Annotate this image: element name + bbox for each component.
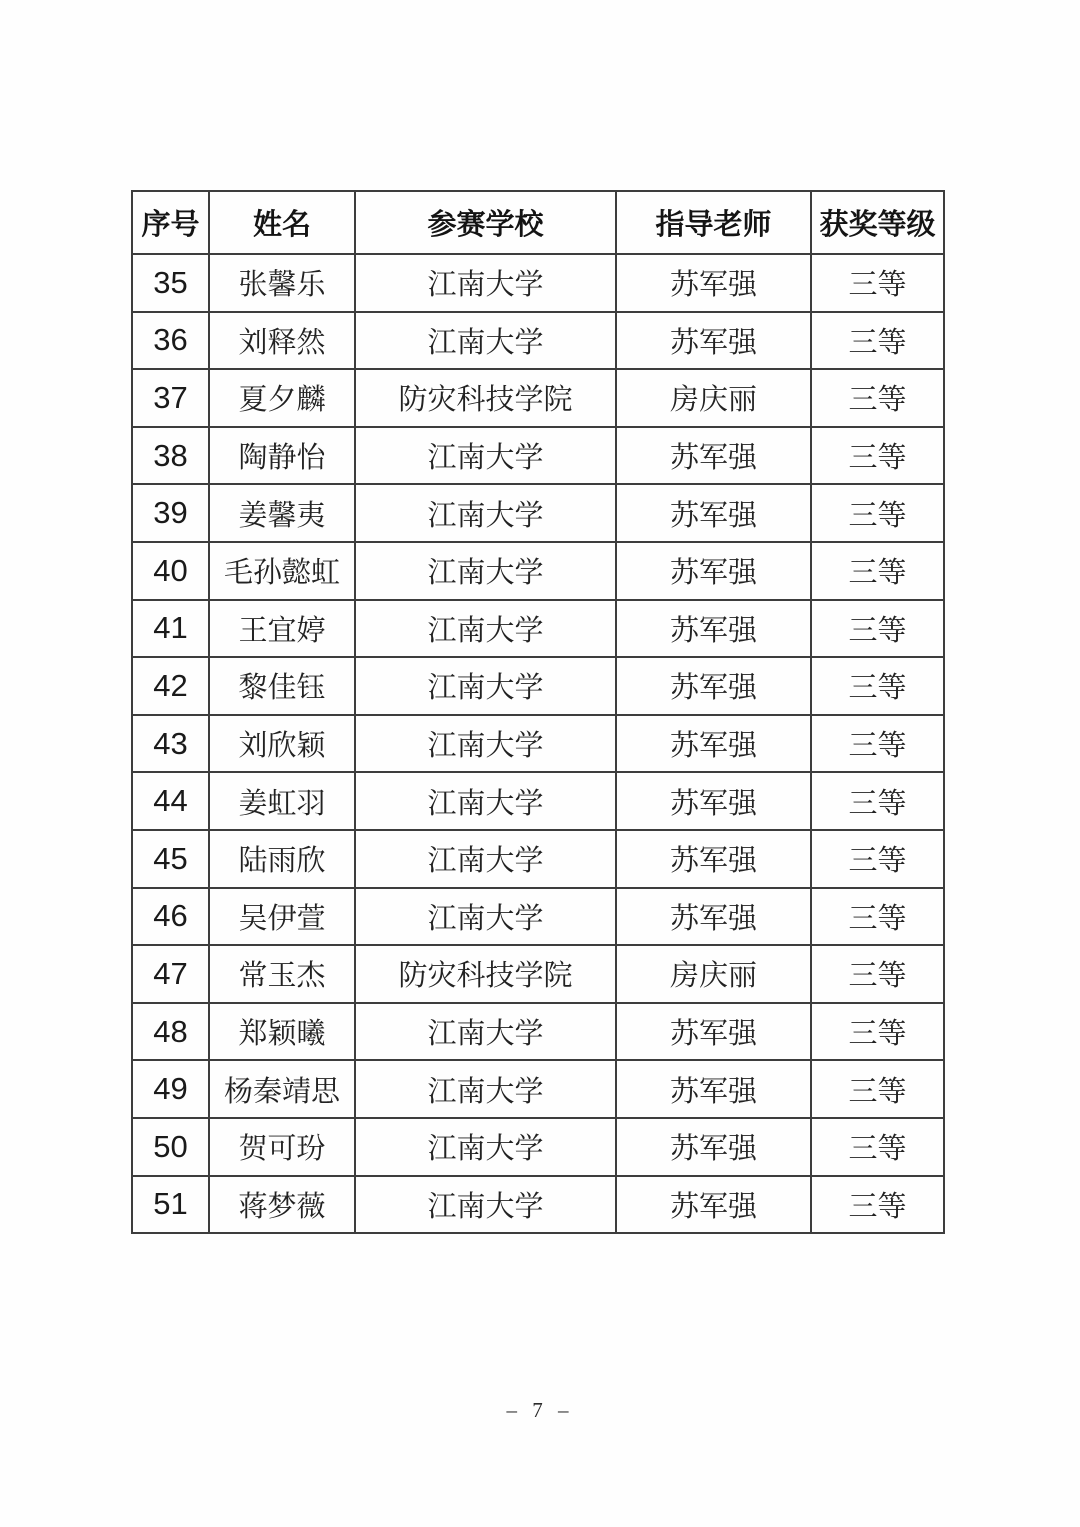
cell-name: 黎佳钰 (209, 657, 355, 715)
cell-school: 江南大学 (355, 830, 616, 888)
cell-school: 江南大学 (355, 1118, 616, 1176)
cell-award: 三等 (811, 1118, 944, 1176)
cell-award: 三等 (811, 715, 944, 773)
cell-teacher: 苏军强 (616, 1003, 811, 1061)
table-row (132, 542, 944, 600)
cell-award: 三等 (811, 945, 944, 1003)
cell-teacher: 苏军强 (616, 772, 811, 830)
cell-name: 常玉杰 (209, 945, 355, 1003)
cell-serial: 35 (132, 254, 209, 312)
table-row (132, 484, 944, 542)
cell-school: 江南大学 (355, 1060, 616, 1118)
cell-school: 防灾科技学院 (355, 945, 616, 1003)
cell-school: 防灾科技学院 (355, 369, 616, 427)
table-row (132, 312, 944, 370)
cell-teacher: 苏军强 (616, 1176, 811, 1234)
cell-name: 郑颖曦 (209, 1003, 355, 1061)
cell-teacher: 苏军强 (616, 830, 811, 888)
award-results-table (131, 190, 945, 1234)
cell-name: 吴伊萱 (209, 888, 355, 946)
table-row (132, 427, 944, 485)
cell-school: 江南大学 (355, 1003, 616, 1061)
table-row (132, 888, 944, 946)
header-teacher: 指导老师 (616, 191, 811, 254)
table-header-row (132, 191, 944, 254)
cell-name: 刘释然 (209, 312, 355, 370)
cell-award: 三等 (811, 600, 944, 658)
cell-teacher: 苏军强 (616, 312, 811, 370)
cell-school: 江南大学 (355, 427, 616, 485)
cell-award: 三等 (811, 542, 944, 600)
cell-school: 江南大学 (355, 657, 616, 715)
cell-award: 三等 (811, 830, 944, 888)
table-row (132, 1176, 944, 1234)
cell-award: 三等 (811, 772, 944, 830)
cell-name: 蒋梦薇 (209, 1176, 355, 1234)
table-row (132, 254, 944, 312)
table-row (132, 1060, 944, 1118)
cell-serial: 50 (132, 1118, 209, 1176)
cell-award: 三等 (811, 369, 944, 427)
page-number: – 7 – (506, 1398, 574, 1422)
cell-award: 三等 (811, 888, 944, 946)
header-school: 参赛学校 (355, 191, 616, 254)
cell-school: 江南大学 (355, 312, 616, 370)
cell-teacher: 苏军强 (616, 1118, 811, 1176)
cell-name: 姜馨夷 (209, 484, 355, 542)
cell-name: 杨秦靖思 (209, 1060, 355, 1118)
cell-teacher: 苏军强 (616, 427, 811, 485)
cell-teacher: 苏军强 (616, 542, 811, 600)
cell-teacher: 苏军强 (616, 657, 811, 715)
cell-teacher: 苏军强 (616, 254, 811, 312)
cell-teacher: 苏军强 (616, 600, 811, 658)
header-serial: 序号 (132, 191, 209, 254)
cell-serial: 43 (132, 715, 209, 773)
cell-school: 江南大学 (355, 600, 616, 658)
cell-school: 江南大学 (355, 1176, 616, 1234)
cell-serial: 41 (132, 600, 209, 658)
table-row (132, 1003, 944, 1061)
cell-teacher: 苏军强 (616, 715, 811, 773)
cell-school: 江南大学 (355, 888, 616, 946)
cell-name: 贺可玢 (209, 1118, 355, 1176)
table-body (132, 254, 944, 1233)
cell-serial: 44 (132, 772, 209, 830)
header-name: 姓名 (209, 191, 355, 254)
cell-award: 三等 (811, 312, 944, 370)
cell-serial: 46 (132, 888, 209, 946)
cell-teacher: 苏军强 (616, 1060, 811, 1118)
cell-award: 三等 (811, 657, 944, 715)
cell-serial: 40 (132, 542, 209, 600)
table-row (132, 715, 944, 773)
cell-name: 陆雨欣 (209, 830, 355, 888)
cell-school: 江南大学 (355, 542, 616, 600)
table-row (132, 830, 944, 888)
cell-serial: 37 (132, 369, 209, 427)
cell-award: 三等 (811, 1176, 944, 1234)
cell-teacher: 苏军强 (616, 484, 811, 542)
cell-award: 三等 (811, 254, 944, 312)
table-row (132, 945, 944, 1003)
cell-serial: 39 (132, 484, 209, 542)
cell-serial: 42 (132, 657, 209, 715)
cell-serial: 48 (132, 1003, 209, 1061)
cell-award: 三等 (811, 1003, 944, 1061)
cell-school: 江南大学 (355, 715, 616, 773)
cell-award: 三等 (811, 1060, 944, 1118)
cell-name: 陶静怡 (209, 427, 355, 485)
header-award: 获奖等级 (811, 191, 944, 254)
cell-serial: 36 (132, 312, 209, 370)
cell-serial: 51 (132, 1176, 209, 1234)
cell-serial: 47 (132, 945, 209, 1003)
table-row (132, 369, 944, 427)
cell-school: 江南大学 (355, 484, 616, 542)
cell-award: 三等 (811, 427, 944, 485)
cell-award: 三等 (811, 484, 944, 542)
table-row (132, 772, 944, 830)
cell-name: 姜虹羽 (209, 772, 355, 830)
table-row (132, 600, 944, 658)
cell-teacher: 苏军强 (616, 888, 811, 946)
cell-name: 夏夕麟 (209, 369, 355, 427)
table-row (132, 1118, 944, 1176)
cell-serial: 45 (132, 830, 209, 888)
cell-school: 江南大学 (355, 772, 616, 830)
cell-name: 张馨乐 (209, 254, 355, 312)
cell-name: 王宜婷 (209, 600, 355, 658)
cell-serial: 49 (132, 1060, 209, 1118)
cell-teacher: 房庆丽 (616, 945, 811, 1003)
cell-name: 刘欣颖 (209, 715, 355, 773)
cell-serial: 38 (132, 427, 209, 485)
cell-teacher: 房庆丽 (616, 369, 811, 427)
table-row (132, 657, 944, 715)
cell-name: 毛孙懿虹 (209, 542, 355, 600)
cell-school: 江南大学 (355, 254, 616, 312)
